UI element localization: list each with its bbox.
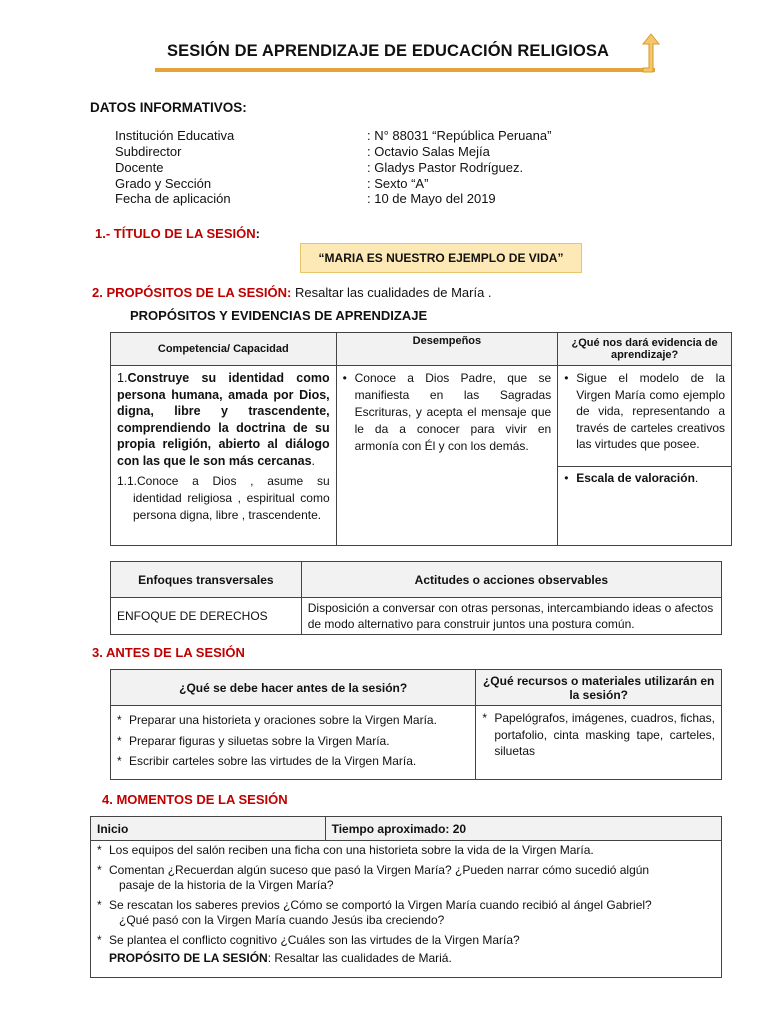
enfoque-cell: ENFOQUE DE DERECHOS (111, 598, 302, 635)
section-1-heading (95, 226, 260, 241)
datos-value: : Gladys Pastor Rodríguez. (367, 160, 524, 175)
momento-text: Los equipos del salón reciben una ficha con una historieta sobre la vida de la Virgen María. (109, 843, 594, 857)
section-1-colon: : (255, 226, 260, 241)
evidencia-list (564, 370, 725, 453)
antes-item (117, 710, 469, 731)
momento-text: Se plantea el conflicto cognitivo ¿Cuáles son las virtudes de la Virgen María? (109, 932, 520, 947)
asterisk-icon: * (97, 843, 102, 857)
section-4-heading: 4. MOMENTOS DE LA SESIÓN (102, 792, 288, 807)
section-2-text: Resaltar las cualidades de María . (291, 285, 492, 300)
momentos-list (97, 843, 715, 948)
datos-label: Grado y Sección (115, 176, 212, 191)
competencia-text (117, 370, 330, 469)
section-1-title: TÍTULO DE LA SESIÓN (113, 226, 256, 241)
purposes-table (110, 332, 732, 546)
header-competencia: Competencia/ Capacidad (111, 333, 337, 366)
datos-row-subdirector (115, 144, 615, 160)
header-enfoques: Enfoques transversales (111, 562, 302, 598)
evidencia-item (564, 370, 725, 453)
competencia-statement: Construye su identidad como persona humana, amada por Dios, digna, libre y trascendente, comprendiendo la doctrina de su propia religión, abierto al diálogo con las que le son más cercanas (117, 371, 330, 468)
momento-item (97, 933, 715, 949)
instrumento-cell (558, 467, 732, 546)
recursos-cell (476, 706, 722, 780)
instrumento-text: Escala de valoración (576, 471, 695, 485)
momentos-table (90, 816, 722, 978)
asterisk-icon: * (117, 713, 122, 727)
datos-value: : N° 88031 “República Peruana” (367, 128, 552, 143)
antes-text: Escribir carteles sobre las virtudes de la Virgen María. (129, 754, 417, 768)
competencia-cell (111, 366, 337, 546)
momento-text-cont: ¿Qué pasó con la Virgen María cuando Jesús iba creciendo? (119, 913, 445, 927)
header-antes: ¿Qué se debe hacer antes de la sesión? (111, 670, 476, 706)
section-2-title: 2. PROPÓSITOS DE LA SESIÓN: (92, 285, 292, 300)
asterisk-icon: * (482, 711, 487, 725)
page-title-banner (155, 38, 655, 72)
session-title-box: “MARIA ES NUESTRO EJEMPLO DE VIDA” (300, 243, 582, 273)
recursos-text: Papelógrafos, imágenes, cuadros, fichas, portafolio, cinta masking tape, carteles, siluetas (494, 711, 715, 758)
recursos-item (482, 710, 715, 760)
desempeno-item (343, 370, 552, 455)
momentos-content (91, 841, 722, 978)
section-1-number: 1.- (95, 226, 114, 241)
section-3-heading: 3. ANTES DE LA SESIÓN (92, 645, 245, 660)
proposito-label: PROPÓSITO DE LA SESIÓN (109, 951, 268, 965)
momento-text: Comentan ¿Recuerdan algún suceso que pasó la Virgen María? ¿Pueden narrar cómo sucedió algún (109, 862, 650, 877)
bullet-icon: • (342, 371, 347, 385)
page-title: SESIÓN DE APRENDIZAJE DE EDUCACIÓN RELIGIOSA (167, 42, 610, 60)
datos-label: Institución Educativa (115, 128, 235, 143)
antes-list (117, 710, 469, 772)
proposito-line (97, 951, 715, 965)
asterisk-icon: * (117, 754, 122, 768)
momento-item (97, 843, 715, 859)
antes-table (110, 669, 722, 780)
purposes-subheading: PROPÓSITOS Y EVIDENCIAS DE APRENDIZAJE (130, 308, 428, 323)
banner-arrow-icon (641, 32, 665, 76)
asterisk-icon: * (97, 862, 102, 877)
inicio-cell: Inicio (91, 817, 326, 841)
evidencia-text: Sigue el modelo de la Virgen María como ejemplo de vida, representando a través de carteles creativos las virtudes que posee. (576, 371, 725, 451)
antes-text: Preparar figuras y siluetas sobre la Virgen María. (129, 733, 390, 748)
momento-text-cont: pasaje de la historia de la Virgen María? (119, 878, 334, 892)
datos-heading: DATOS INFORMATIVOS: (90, 100, 247, 115)
instrumento-end: . (694, 471, 699, 485)
header-actitudes: Actitudes o acciones observables (301, 562, 721, 598)
datos-row-docente (115, 160, 615, 176)
datos-row-grado (115, 176, 615, 192)
competencia-number: 1. (117, 371, 128, 385)
antes-item (117, 751, 469, 772)
desempeno-list (343, 370, 552, 455)
competencia-end: . (311, 453, 316, 468)
antes-text: Preparar una historieta y oraciones sobre la Virgen María. (129, 713, 437, 727)
proposito-text: : Resaltar las cualidades de Mariá. (267, 951, 452, 965)
instrumento-item (564, 471, 725, 485)
header-desempenos: Desempeños (336, 333, 558, 366)
asterisk-icon: * (97, 932, 102, 947)
datos-label: Fecha de aplicación (115, 191, 231, 206)
recursos-list (482, 710, 715, 760)
header-evidencia: ¿Qué nos dará evidencia de aprendizaje? (558, 333, 732, 366)
desempeno-text: Conoce a Dios Padre, que se manifiesta en las Sagradas Escrituras, y acepta el mensaje que le da a conocer para vivir en armonía con Él y con los demás. (354, 371, 552, 453)
asterisk-icon: * (117, 733, 122, 748)
evidencia-cell (558, 366, 732, 467)
header-recursos: ¿Qué recursos o materiales utilizarán en la sesión? (476, 670, 722, 706)
tiempo-cell: Tiempo aproximado: 20 (325, 817, 721, 841)
datos-value: : Octavio Salas Mejía (367, 144, 490, 159)
datos-row-fecha (115, 191, 615, 207)
datos-row-institucion (115, 128, 615, 144)
bullet-icon: • (564, 471, 569, 485)
capacidad-text: 1.1.Conoce a Dios , asume su identidad religiosa , espiritual como persona digna, libre , trascendente. (117, 474, 330, 522)
antes-cell (111, 706, 476, 780)
antes-item (117, 731, 469, 752)
momento-text: Se rescatan los saberes previos ¿Cómo se comportó la Virgen María cuando recibió al ángel Gabriel? (109, 897, 652, 912)
momento-item (97, 898, 715, 929)
instrumento-list (564, 471, 725, 485)
datos-label: Subdirector (115, 144, 182, 159)
momento-item (97, 863, 715, 894)
section-2-heading (92, 285, 492, 300)
asterisk-icon: * (97, 897, 102, 912)
bullet-icon: • (564, 371, 569, 385)
datos-label: Docente (115, 160, 164, 175)
desempeno-cell (336, 366, 558, 546)
datos-value: : 10 de Mayo del 2019 (367, 191, 496, 206)
actitud-cell: Disposición a conversar con otras personas, intercambiando ideas o afectos de modo alternativo para construir juntos una postura común. (301, 598, 721, 635)
datos-value: : Sexto “A” (367, 176, 429, 191)
enfoques-table (110, 561, 722, 635)
